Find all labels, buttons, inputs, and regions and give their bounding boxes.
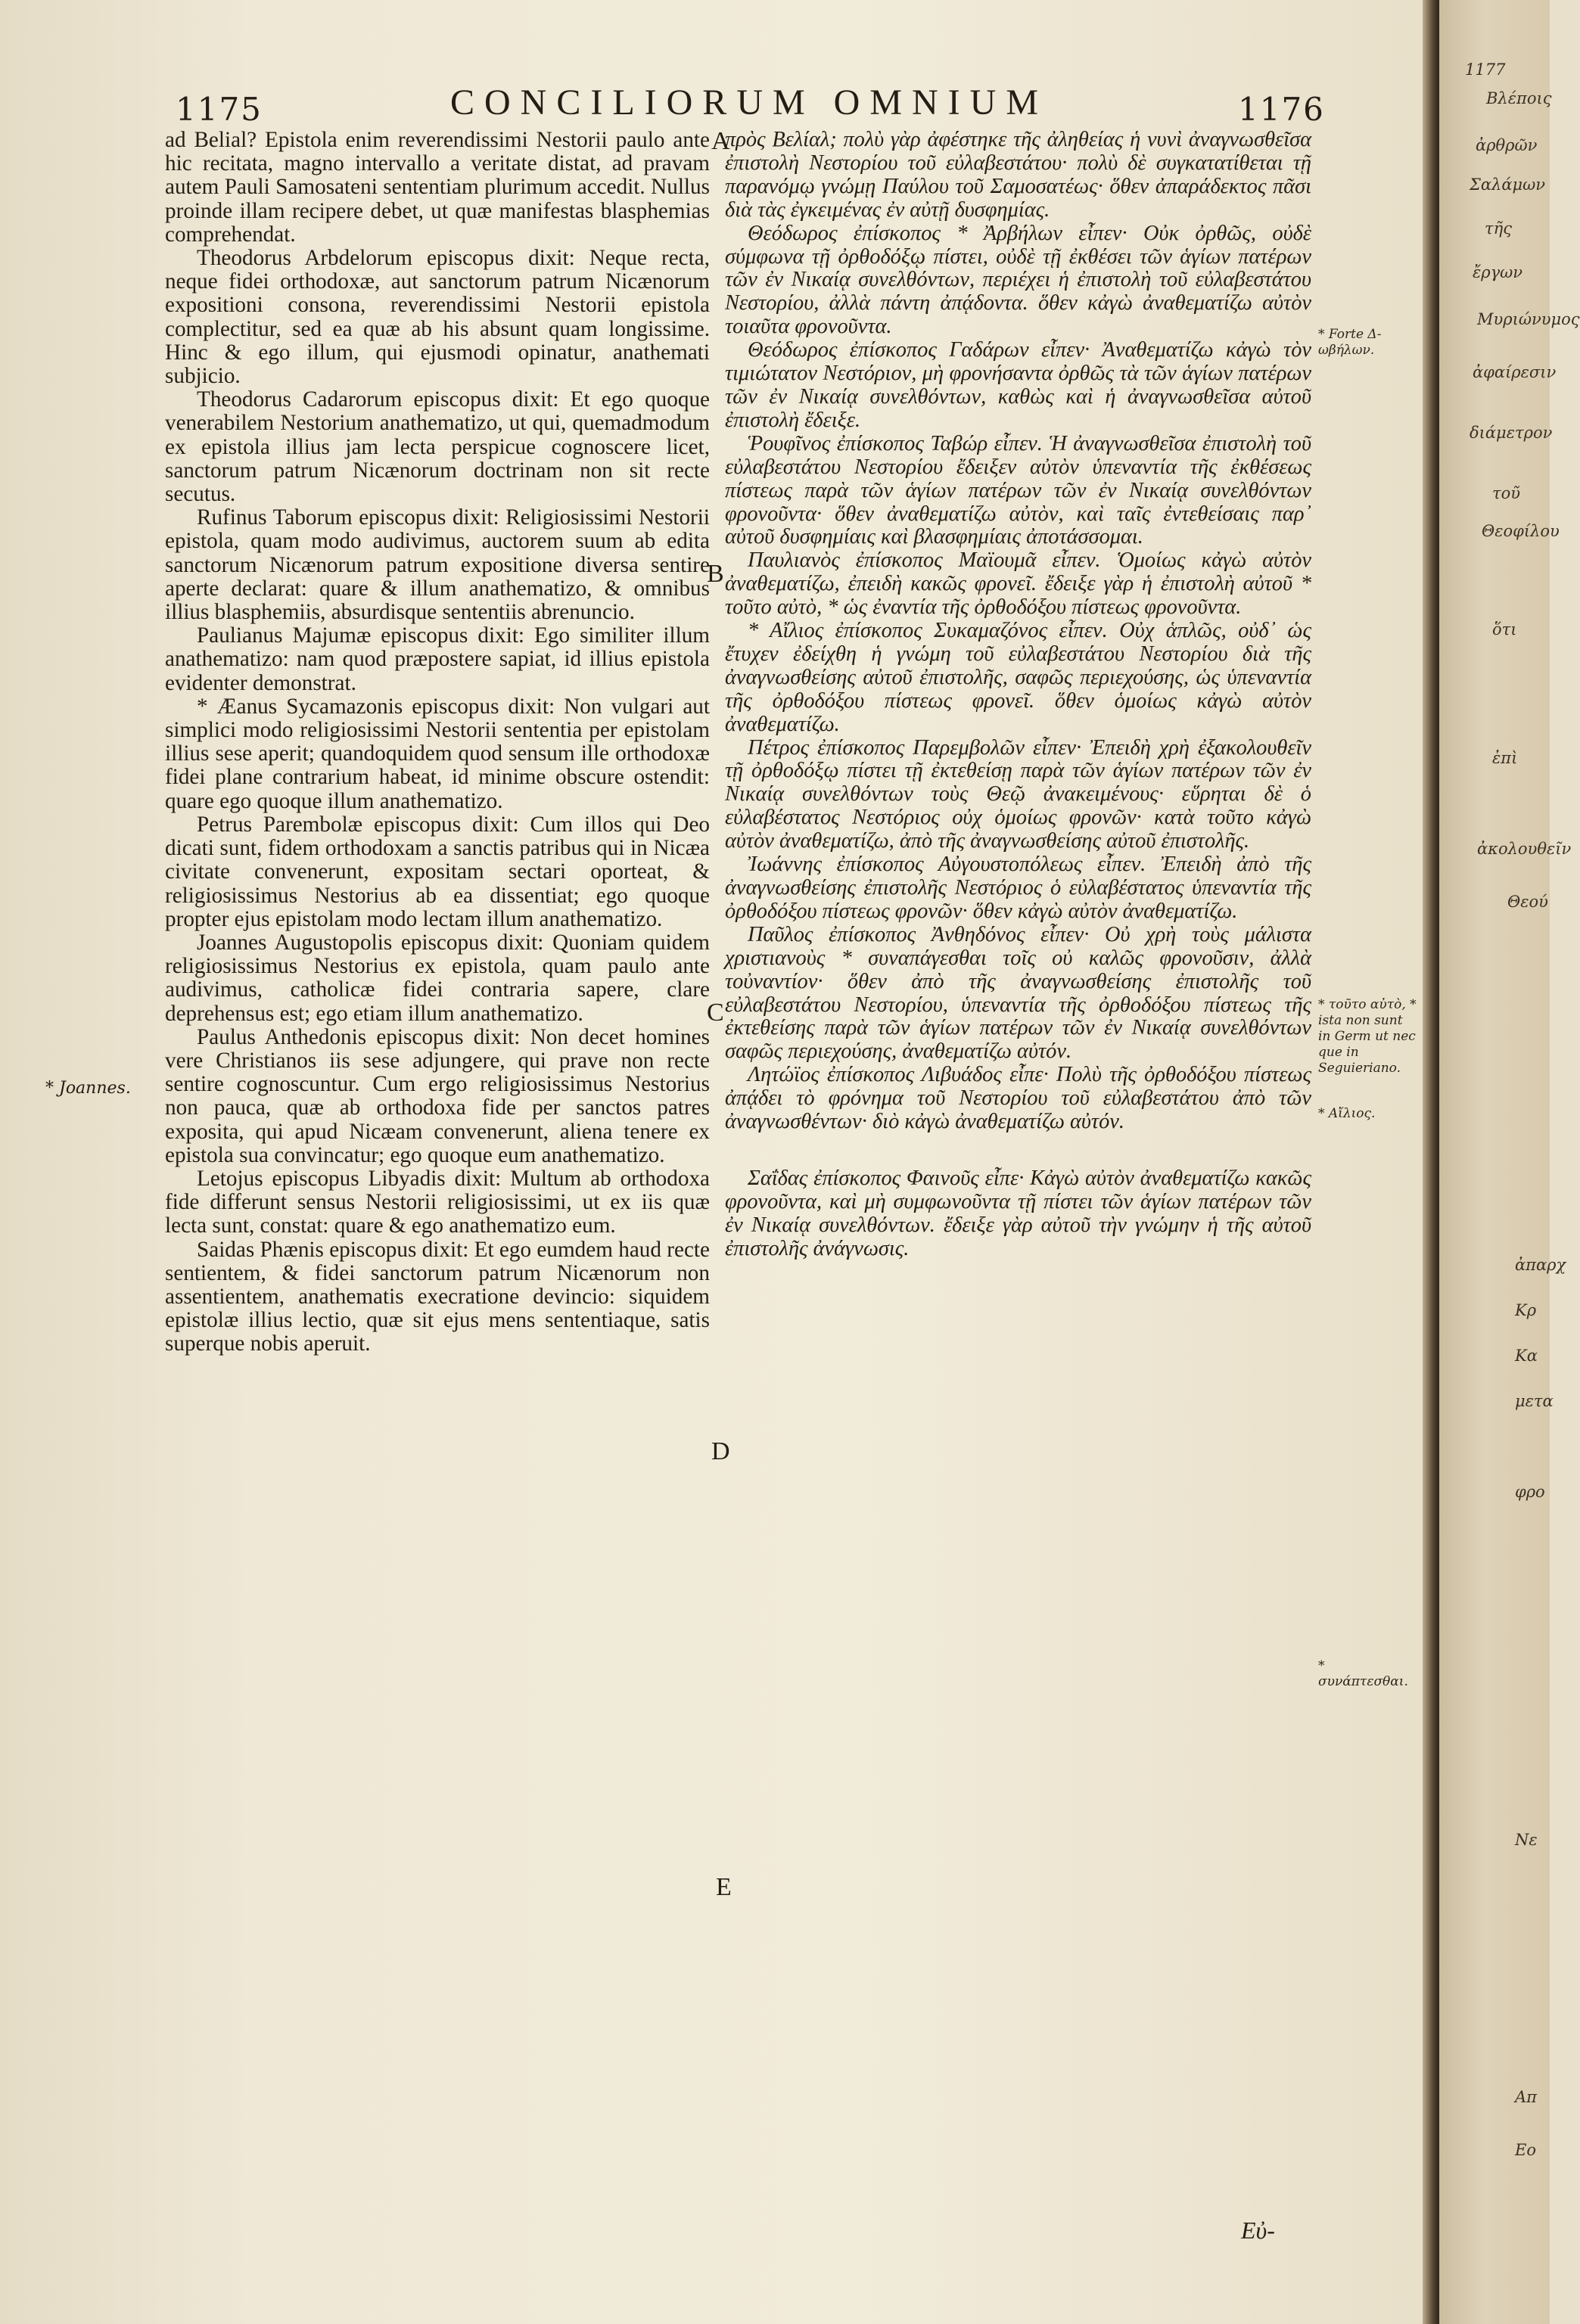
latin-paragraph: Theodorus Cadarorum episcopus dixit: Et ego quoque venerabilem Nestorium anathematizo, ut qui, quemadmodum ex epistola illius jam lecta perspicue cognoscere licet, sanctorum patrum Nicænorum doctrinam non sit recte secutus. bbox=[165, 387, 710, 507]
page-number-right: 1176 bbox=[1238, 91, 1325, 128]
latin-paragraph: Saidas Phænis episcopus dixit: Et ego eumdem haud recte sentientem, & fidei sanctorum patrum Nicænorum non assentientem, anathematis execratione devincio: siquidem epistolæ illius lectio, quæ sit ejus mens sententiaque, satis superque nobis aperuit. bbox=[165, 1237, 710, 1356]
adjacent-page-text: Μυριώνυμος bbox=[1477, 310, 1580, 328]
adjacent-page-text: Νε bbox=[1515, 1831, 1538, 1849]
section-letter: E bbox=[716, 1873, 732, 1901]
greek-paragraph: Σαΐδας ἐπίσκοπος Φαινοῦς εἶπε· Κἀγὼ αὐτὸν ἀναθεματίζω κακῶς φρονοῦντα, καὶ μὴ συμφωνοῦντα τῇ πίστει τῶν ἁγίων πατέρων τῶν ἐν Νικαίᾳ συνελθόντων. ἔδειξε γὰρ αὐτοῦ τὴν γνώμην ἡ τῆς αὐτοῦ ἐπιστολῆς ἀνάγνωσις. bbox=[725, 1166, 1311, 1260]
latin-paragraph: Theodorus Arbdelorum episcopus dixit: Neque recta, neque fidei orthodoxæ, aut sanctorum patrum Nicænorum expositioni consona, reverendissimi Nestorii epistola complectitur, sed ea quæ ab his absunt quam longissime. Hinc & ego illum, qui ejusmodi opinatur, anathemati subjicio. bbox=[165, 246, 710, 389]
greek-paragraph: Λητώϊος ἐπίσκοπος Λιβυάδος εἶπε· Πολὺ τῆς ὀρθοδόξου πίστεως ἀπᾴδει τὸ φρόνημα τοῦ Νεστορίου τοῦ εὐλαβεστάτου ἀπὸ τῶν ἀναγνωσθέντων· διὸ κἀγὼ ἀναθεματίζω αὐτόν. bbox=[725, 1063, 1311, 1134]
latin-paragraph: Letojus episcopus Libyadis dixit: Multum ab orthodoxa fide differunt sensus Nestorii religiosissimi, ut ex iis quæ lecta sunt, constat: quare & ego anathematizo eum. bbox=[165, 1166, 710, 1238]
margin-note-right: * συνάπτεσθαι. bbox=[1318, 1658, 1408, 1689]
adjacent-page-text: διάμετρον bbox=[1470, 424, 1553, 442]
adjacent-page-text: Βλέποις bbox=[1486, 89, 1552, 107]
adjacent-page-text: τοῦ bbox=[1492, 484, 1521, 502]
adjacent-page-text: ὅτι bbox=[1492, 620, 1517, 638]
adjacent-page-text: Απ bbox=[1515, 2088, 1537, 2106]
catchword: Εὐ- bbox=[1241, 2217, 1275, 2244]
greek-paragraph: Παυλιανὸς ἐπίσκοπος Μαϊουμᾶ εἶπεν. Ὁμοίως κἀγὼ αὐτὸν ἀναθεματίζω, ἐπειδὴ κακῶς φρονεῖ. ἔδειξε γὰρ ἡ ἐπιστολὴ αὐτοῦ * τοῦτο αὐτὸ, * ὡς ἐναντία τῆς ὀρθοδόξου πίστεως φρονοῦντα. bbox=[725, 548, 1311, 620]
page-number-left: 1175 bbox=[176, 91, 263, 128]
margin-note-right: * Αἴλιος. bbox=[1318, 1106, 1376, 1121]
section-letter: D bbox=[711, 1437, 730, 1465]
running-title: CONCILIORUM OMNIUM bbox=[449, 82, 1048, 123]
margin-note-right: * Forte Δ- ωβήλων. bbox=[1318, 327, 1382, 358]
greek-paragraph: πρὸς Βελίαλ; πολὺ γὰρ ἀφέστηκε τῆς ἀληθείας ἡ νυνὶ ἀναγνωσθεῖσα ἐπιστολὴ Νεστορίου τοῦ εὐλαβεστάτου· πολὺ δὲ συγκατατίθεται τῇ παρανόμῳ γνώμῃ Παύλου τοῦ Σαμοσατέως· ὅθεν ἀπαράδεκτος πᾶσι διὰ τὰς ἐγκειμένας ἐν αὐτῇ δυσφημίας. bbox=[725, 128, 1311, 222]
adjacent-page-text: τῆς bbox=[1485, 219, 1512, 238]
adjacent-page-text: Εο bbox=[1515, 2141, 1536, 2159]
adjacent-page-text: Σαλάμων bbox=[1470, 176, 1546, 194]
latin-paragraph: Petrus Parembolæ episcopus dixit: Cum illos qui Deo dicati sunt, fidem orthodoxam a sanctis patribus qui in Nicæa civitate convenerunt, expositam sectari oporteat, & religiosissimus Nestorius ab ea dissentiat; ego quoque propter ejus epistolam modo lectam illum anathematizo. bbox=[165, 812, 710, 931]
latin-paragraph: Paulus Anthedonis episcopus dixit: Non decet homines vere Christianos iis sese adjungere, qui prave non recte sentire cognoscuntur. Cum ergo religiosissimus Nestorius non pauca, quæ ab orthodoxa fide per sanctos patres exposita, qui apud Nicæam convenerunt, aliena tenere ex epistola sua convincatur; ego quoque eum anathematizo. bbox=[165, 1024, 710, 1167]
latin-paragraph: * Æanus Sycamazonis episcopus dixit: Non vulgari aut simplici modo religiosissimi Nestorii sententia per epistolam illius sese aperit; quandoquidem quod sensum ille orthodoxæ fidei plane contrarium habeat, id minime obscure ostendit: quare ego quoque illum anathematizo. bbox=[165, 694, 710, 813]
greek-column bbox=[725, 129, 1311, 1261]
adjacent-page-text: φρο bbox=[1515, 1483, 1545, 1501]
greek-paragraph: Θεόδωρος ἐπίσκοπος Γαδάρων εἶπεν· Ἀναθεματίζω κἀγὼ τὸν τιμιώτατον Νεστόριον, μὴ φρονήσαντα ὀρθῶς τὰ τῶν ἁγίων πατέρων τῶν ἐν Νικαίᾳ συνελθόντων, καθὼς καὶ ἡ ἀναγνωσθεῖσα αὐτοῦ ἐπιστολὴ ἔδειξε. bbox=[725, 338, 1311, 432]
latin-paragraph: Rufinus Taborum episcopus dixit: Religiosissimi Nestorii epistola, quam modo audivimus, auctorem suum ab edita sanctorum Nicænorum patrum expositione diversa sentire aperte declarat: quare & illum anathematizo, & omnibus illius blasphemiis, absurdisque sententiis abrenuncio. bbox=[165, 505, 710, 625]
latin-paragraph: ad Belial? Epistola enim reverendissimi Nestorii paulo ante hic recitata, magno intervallo a veritate distat, ad pravam autem Pauli Samosateni sententiam plurimum accedit. Nullus proinde illam recipere debet, ut quæ manifestas blasphemias comprehendat. bbox=[165, 128, 710, 247]
margin-note-left: * Joannes. bbox=[45, 1079, 131, 1098]
greek-paragraph: * Αἴλιος ἐπίσκοπος Συκαμαζόνος εἶπεν. Οὐχ ἁπλῶς, οὐδ᾽ ὡς ἔτυχεν ἐδείχθη ἡ γνώμη τοῦ εὐλαβεστάτου Νεστορίου διὰ τῆς ἀναγνωσθείσης αὐτοῦ ἐπιστολῆς, σαφῶς περιεχούσης, ὡς ὑπεναντία τῆς ὀρθοδόξου πίστεως φρονεῖ. ὅθεν ὁμοίως κἀγὼ αὐτὸν ἀναθεματίζω. bbox=[725, 619, 1311, 736]
book-gutter bbox=[1423, 0, 1439, 2324]
margin-note-right: * τοῦτο αὐτὸ, * ista non sunt in Germ ut nec que in Seguieriano. bbox=[1318, 997, 1417, 1076]
adjacent-page-text: ἀπαρχ bbox=[1515, 1256, 1566, 1274]
greek-paragraph: Θεόδωρος ἐπίσκοπος * Ἀρβήλων εἶπεν· Οὐκ ὀρθῶς, οὐδὲ σύμφωνα τῇ ὀρθοδόξῳ πίστει, οὐδὲ τῇ ἐκθέσει τῶν ἁγίων πατέρων τῶν ἐν Νικαίᾳ συνελθόντων, περιέχει ἡ ἐπιστολὴ τοῦ εὐλαβεστάτου Νεστορίου, ἀλλὰ πάντη ἀπᾴδοντα. ὅθεν κἀγὼ ἀναθεματίζω αὐτὸν τοιαῦτα φρονοῦντα. bbox=[725, 221, 1311, 339]
section-letter: B bbox=[707, 560, 724, 588]
greek-paragraph: Ῥουφῖνος ἐπίσκοπος Ταβώρ εἶπεν. Ἡ ἀναγνωσθεῖσα ἐπιστολὴ τοῦ εὐλαβεστάτου Νεστορίου ἔδειξεν αὐτὸν ὑπεναντία τῆς ἐκθέσεως πίστεως παρὰ τῶν ἁγίων πατέρων τῶν ἐν Νικαίᾳ συνελθόντων φρονοῦντα· ὅθεν ἀναθεματίζω αὐτὸν, καὶ ταῖς ἐντεθείσαις παρ᾽ αὐτοῦ δυσφημίαις καὶ βλασφημίαις ἀποτάσσομαι. bbox=[725, 431, 1311, 549]
adjacent-page-text: Κα bbox=[1515, 1347, 1538, 1365]
adjacent-page-text: 1177 bbox=[1465, 61, 1506, 79]
adjacent-page-text: ἀκολουθεῖν bbox=[1477, 840, 1572, 858]
adjacent-page-text: μετα bbox=[1515, 1392, 1554, 1410]
latin-column bbox=[165, 129, 710, 1356]
latin-paragraph: Paulianus Majumæ episcopus dixit: Ego similiter illum anathematizo: nam quod præpostere sapiat, id illius epistola evidenter demonstrat. bbox=[165, 623, 710, 695]
greek-paragraph: Πέτρος ἐπίσκοπος Παρεμβολῶν εἶπεν· Ἐπειδὴ χρὴ ἐξακολουθεῖν τῇ ὀρθοδόξῳ πίστει τῇ ἐκτεθείσῃ παρὰ τῶν ἁγίων πατέρων τῶν ἐν Νικαίᾳ συνελθόντων τοὺς Θεῷ ἀνακειμένους· εὕρηται δὲ ὁ εὐλαβέστατος Νεστόριος οὐχ ὁμοίως φρονῶν· κατὰ τοῦτο κἀγὼ αὐτὸν ἀναθεματίζω, ἀπὸ τῆς ἀναγνωσθείσης αὐτοῦ ἐπιστολῆς. bbox=[725, 735, 1311, 853]
latin-paragraph: Joannes Augustopolis episcopus dixit: Quoniam quidem religiosissimus Nestorius ex epistola, quam paulo ante audivimus, catholicæ fidei contraria sapere, clare deprehensus est; ego etiam illum anathematizo. bbox=[165, 930, 710, 1026]
adjacent-page-text: ἀφαίρεσιν bbox=[1473, 363, 1557, 381]
adjacent-page-text: ἐπὶ bbox=[1492, 749, 1518, 767]
adjacent-page-text: Κρ bbox=[1515, 1301, 1537, 1319]
adjacent-page-text: Θεοφίλου bbox=[1482, 522, 1560, 540]
adjacent-page-edge bbox=[1439, 0, 1580, 2324]
greek-paragraph: Παῦλος ἐπίσκοπος Ἀνθηδόνος εἶπεν· Οὐ χρὴ τοὺς μάλιστα χριστιανοὺς * συναπάγεσθαι τοῖς οὐ καλῶς φρονοῦσιν, ἀλλὰ τοὐναντίον· ὅθεν ἀπὸ τῆς ἀναγνωσθείσης ἐπιστολῆς τοῦ εὐλαβεστάτου Νεστορίου, ὑπεναντία τῆς ὀρθοδόξου πίστεως τῆς ἐκτεθείσης παρὰ τῶν ἁγίων πατέρων τῶν ἐν Νικαίᾳ συνελθόντων σαφῶς περιεχούσης, ἀναθεματίζω αὐτόν. bbox=[725, 922, 1311, 1064]
greek-paragraph: Ἰωάννης ἐπίσκοπος Αὐγουστοπόλεως εἶπεν. Ἐπειδὴ ἀπὸ τῆς ἀναγνωσθείσης ἐπιστολῆς Νεστόριος ὁ εὐλαβέστατος ὑπεναντία τῆς ὀρθοδόξου πίστεως φρονῶν· ὅθεν κἀγὼ αὐτὸν ἀναθεματίζω. bbox=[725, 853, 1311, 923]
adjacent-page-text: Θεού bbox=[1507, 893, 1548, 911]
adjacent-page-text: ἔργων bbox=[1473, 263, 1523, 281]
adjacent-page-text: ἀρθρῶν bbox=[1476, 136, 1538, 154]
section-letter: C bbox=[707, 999, 724, 1027]
section-letter: A bbox=[711, 127, 730, 155]
